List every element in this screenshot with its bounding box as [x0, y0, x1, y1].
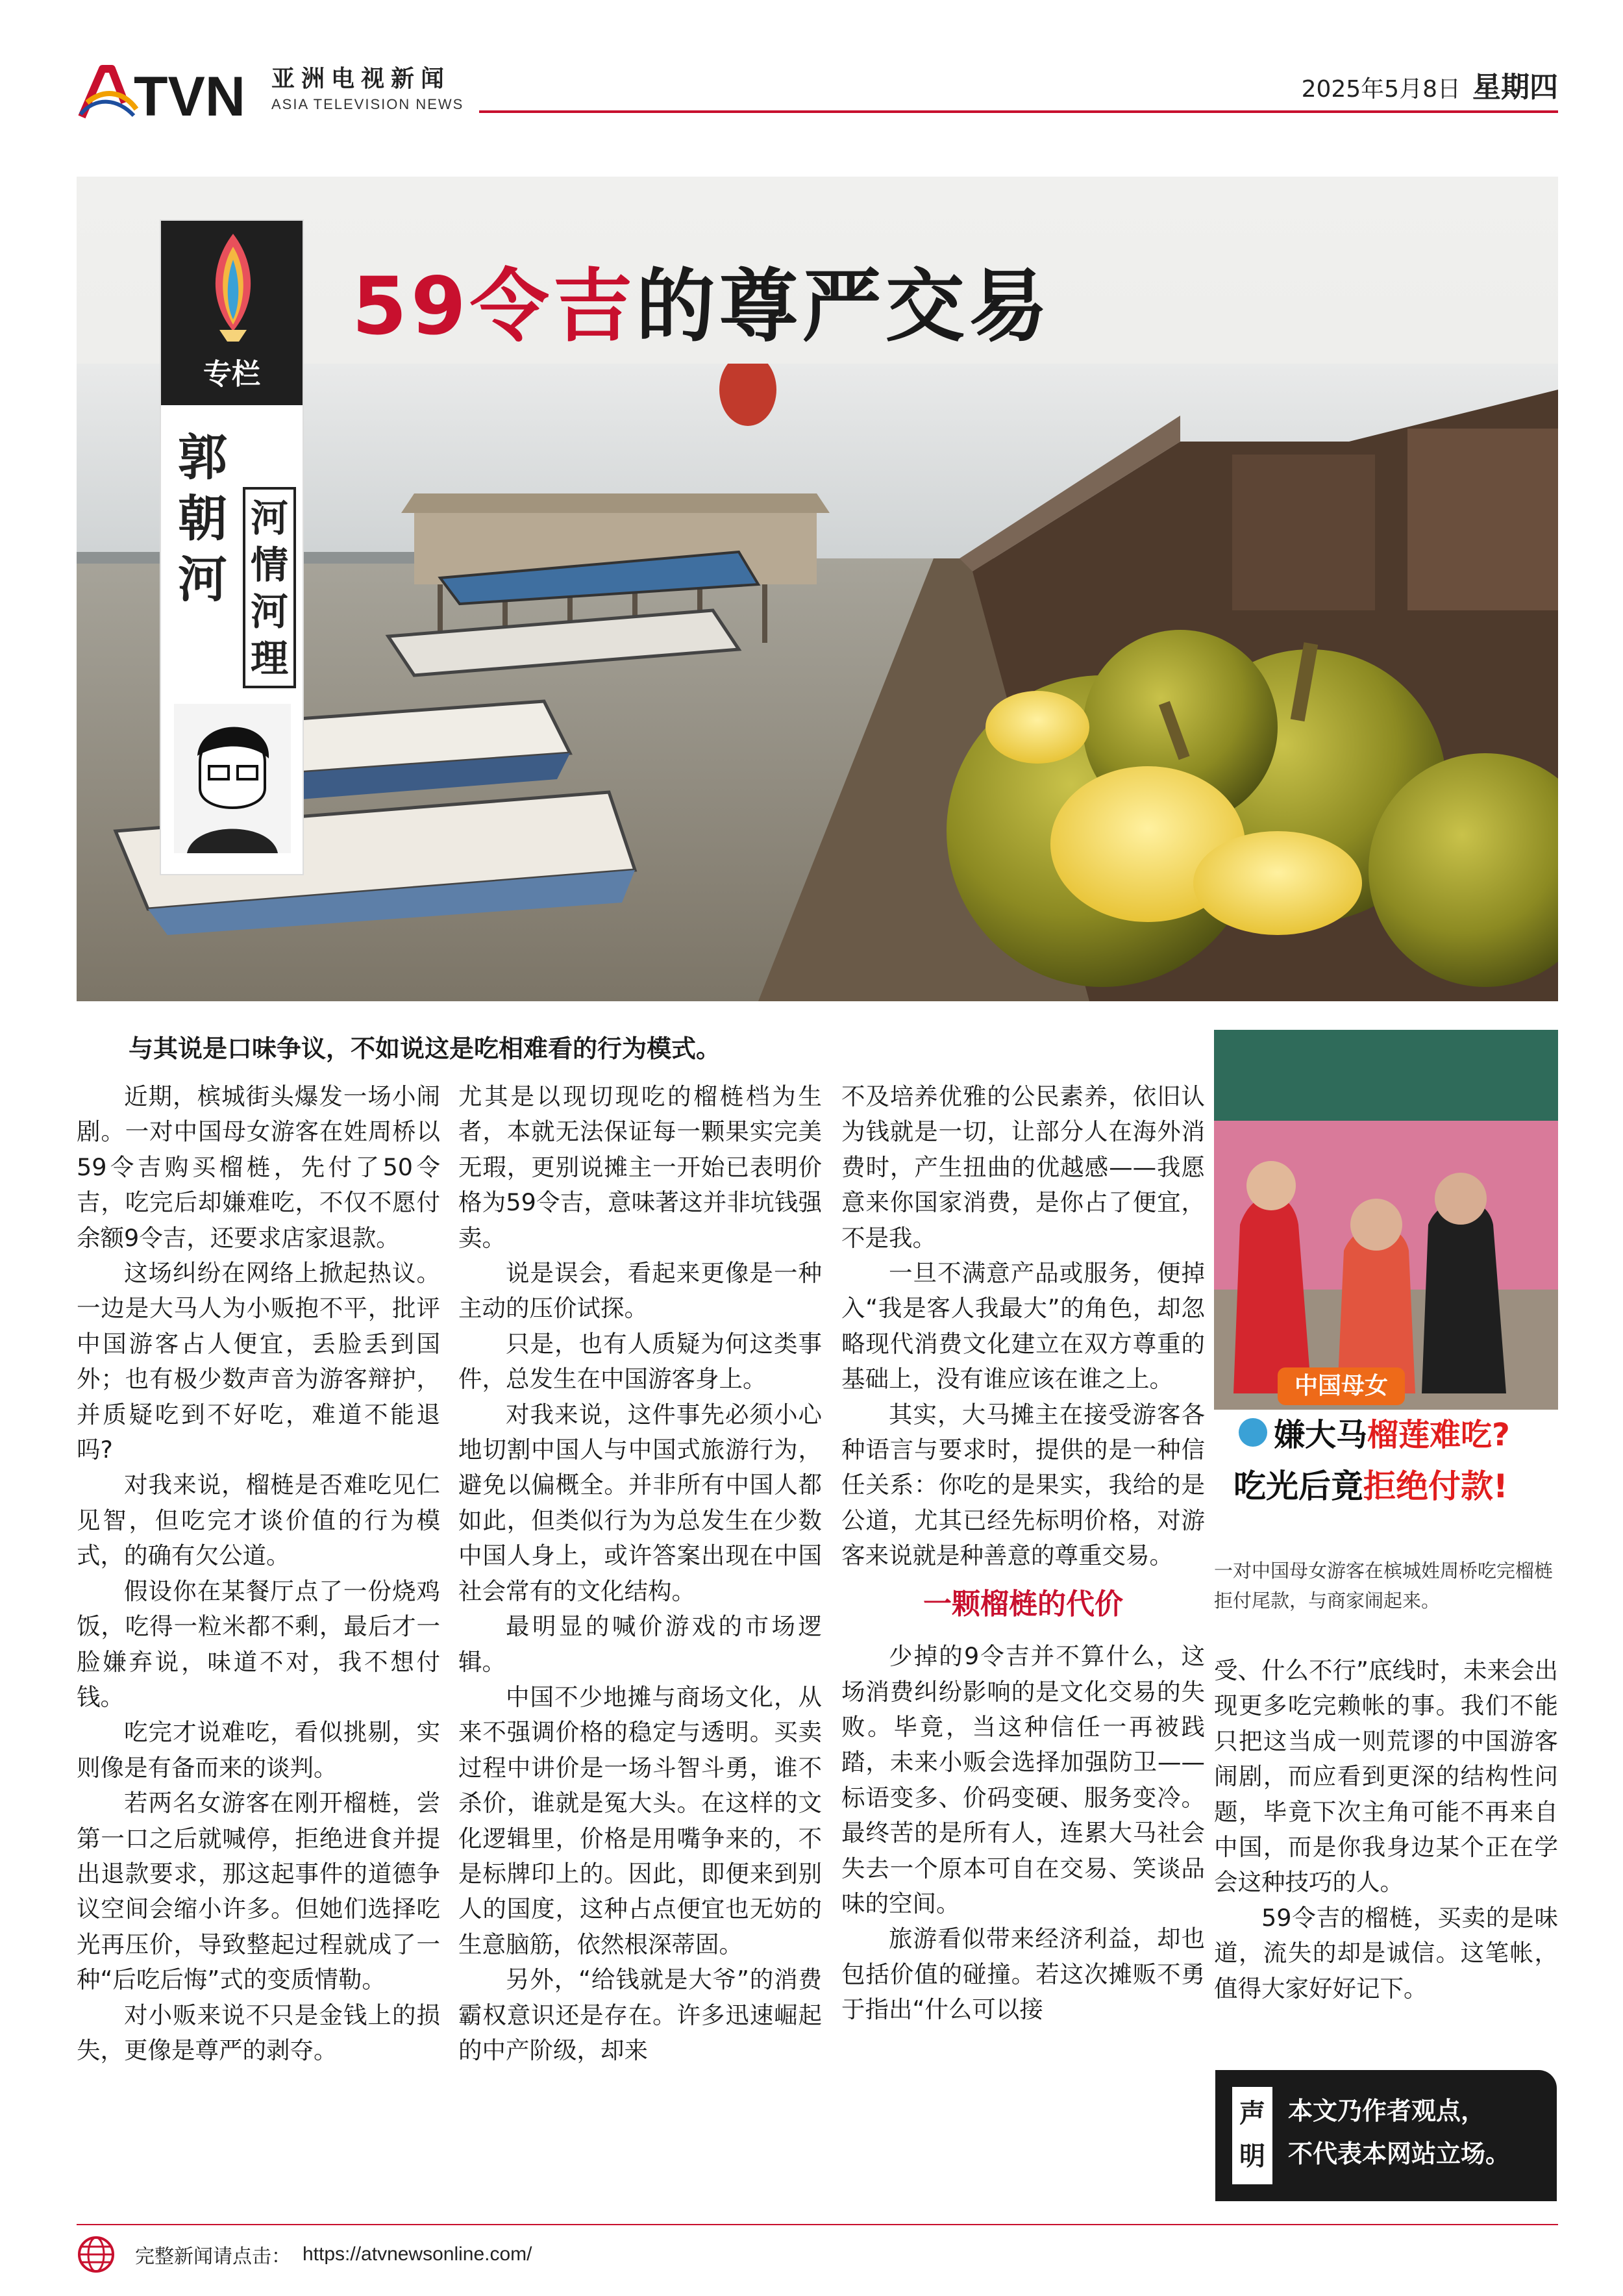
photo-caption: 一对中国母女游客在槟城姓周桥吃完榴梿拒付尾款，与商家闹起来。: [1214, 1560, 1554, 1612]
disclaimer-line: 本文乃作者观点，: [1288, 2097, 1486, 2125]
author-name: 郭朝河: [178, 429, 227, 608]
paragraph: 近期，槟城街头爆发一场小闹剧。一对中国母女游客在姓周桥以59令吉购买榴梿，先付了50令吉，吃完后却嫌难吃，不仅不愿付余额9令吉，还要求店家退款。: [77, 1082, 440, 1252]
disclaimer-tag-char: 明: [1239, 2141, 1265, 2171]
article-column-3: [841, 1079, 1205, 2028]
disclaimer-text: [1288, 2090, 1510, 2175]
date-text: 2025年5月8日: [1301, 76, 1461, 103]
article-column-2: [458, 1079, 822, 2068]
paragraph: 若两名女游客在刚开榴梿，尝第一口之后就喊停，拒绝进食并提出退款要求，那这起事件的道德争议空间会缩小许多。但她们选择吃光再压价，导致整起过程就成了一种“后吃后悔”式的变质情勒。: [77, 1789, 440, 1994]
article-column-4: [1214, 1653, 1558, 2006]
disclaimer-tag-char: 声: [1239, 2099, 1265, 2128]
author-portrait: [174, 704, 291, 853]
disclaimer-tag: [1232, 2087, 1272, 2184]
paragraph: 中国不少地摊与商场文化，从来不强调价格的稳定与透明。买卖过程中讲价是一场斗智斗勇，谁不杀价，谁就是冤大头。在这样的文化逻辑里，价格是用嘴争来的，不是标牌印上的。因此，即便来到别人的国度，这种占点便宜也无妨的生意脑筋，依然根深蒂固。: [458, 1682, 822, 1958]
issue-date: [1302, 64, 1558, 105]
paragraph: 另外，“给钱就是大爷”的消费霸权意识还是存在。许多迅速崛起的中产阶级，却来: [458, 1965, 822, 2064]
caption-line1: 嫌大马榴莲难吃?: [1274, 1417, 1510, 1453]
paragraph: 假设你在某餐厅点了一份烧鸡饭，吃得一粒米都不剩，最后才一脸嫌弃说，味道不对，我不想付钱。: [77, 1577, 440, 1711]
column-label: 专栏: [203, 358, 260, 391]
paragraph: 说是误会，看起来更像是一种主动的压价试探。: [458, 1259, 822, 1323]
footer-divider: [77, 2224, 1558, 2225]
logo-wordmark: TVN: [134, 66, 245, 121]
paragraph: 受、什么不行”底线时，未来会出现更多吃完赖帐的事。我们不能只把这当成一则荒谬的中国游客闹剧，而应看到更深的结构性问题，毕竟下次主角可能不再来自中国，而是你我身边某个正在学会这种技巧的人。: [1214, 1656, 1558, 1897]
paragraph: 对我来说，这件事先必须小心地切割中国人与中国式旅游行为，避免以偏概全。并非所有中国人都如此，但类似行为为总发生在少数中国人身上，或许答案出现在中国社会常有的文化结构。: [458, 1400, 822, 1605]
headline: [352, 243, 1052, 356]
globe-icon: [77, 2235, 116, 2274]
paragraph: 少掉的9令吉并不算什么，这场消费纠纷影响的是文化交易的失败。毕竟，当这种信任一再被践踏，未来小贩会选择加强防卫——标语变多、价码变硬、服务变冷。最终苦的是所有人，连累大马社会失去一个原本可自在交易、笑谈品味的空间。: [841, 1642, 1205, 1917]
side-photo-tourists: [1214, 1030, 1558, 1530]
brand-name-cn: 亚洲电视新闻: [271, 66, 451, 92]
brand-text: [271, 64, 464, 114]
caption-line2: 吃光后竟拒绝付款!: [1233, 1467, 1508, 1505]
paragraph: 尤其是以现切现吃的榴梿档为生者，本就无法保证每一颗果实完美无瑕，更别说摊主一开始已表明价格为59令吉，意味著这并非坑钱强卖。: [458, 1082, 822, 1252]
news-site-link[interactable]: https://atvnewsonline.com/: [303, 2243, 532, 2265]
weekday-text: 星期四: [1472, 71, 1558, 104]
headline-price: 59令吉: [352, 260, 636, 353]
paragraph: 59令吉的榴梿，买卖的是味道，流失的却是诚信。这笔帐，值得大家好好记下。: [1214, 1903, 1558, 2003]
paragraph: 其实，大马摊主在接受游客各种语言与要求时，提供的是一种信任关系：你吃的是果实，我给的是公道，尤其已经先标明价格，对游客来说就是种善意的尊重交易。: [841, 1400, 1205, 1570]
paragraph: 吃完才说难吃，看似挑剔，实则像是有备而来的谈判。: [77, 1718, 440, 1782]
paragraph: 对我来说，榴梿是否难吃见仁见智，但吃完才谈价值的行为模式，的确有欠公道。: [77, 1471, 440, 1570]
paragraph: 对小贩来说不只是金钱上的损失，更像是尊严的剥夺。: [77, 2001, 440, 2064]
paragraph: 只是，也有人质疑为何这类事件，总发生在中国游客身上。: [458, 1329, 822, 1393]
disclaimer-box: [1215, 2070, 1557, 2201]
footer-label: 完整新闻请点击：: [135, 2245, 291, 2268]
side-photo-image: [1214, 1030, 1558, 1530]
article-column-1: [77, 1079, 440, 2068]
paragraph: 一旦不满意产品或服务，便掉入“我是客人我最大”的角色，却忽略现代消费文化建立在双方尊重的基础上，没有谁应该在谁之上。: [841, 1259, 1205, 1393]
footer: [77, 2235, 532, 2274]
column-tag-header: [161, 221, 303, 405]
brand-name-en: ASIA TELEVISION NEWS: [271, 96, 464, 112]
paragraph: 旅游看似带来经济利益，却也包括价值的碰撞。若这次摊贩不勇于指出“什么可以接: [841, 1925, 1205, 2024]
search-icon: [1239, 1418, 1267, 1447]
column-name-box: [243, 487, 296, 688]
paragraph: 不及培养优雅的公民素养，依旧认为钱就是一切，让部分人在海外消费时，产生扭曲的优越感——我愿意来你国家消费，是你占了便宜，不是我。: [841, 1082, 1205, 1252]
caption-badge: 中国母女: [1294, 1373, 1389, 1399]
atvn-logo[interactable]: [77, 64, 252, 121]
paragraph: 这场纠纷在网络上掀起热议。一边是大马人为小贩抱不平，批评中国游客占人便宜，丢脸丢到国外；也有极少数声音为游客辩护，并质疑吃到不好吃，难道不能退吗?: [77, 1259, 440, 1464]
column-name: 河情河理: [250, 496, 288, 680]
article-lede: 与其说是口味争议，不如说这是吃相难看的行为模式。: [129, 1034, 721, 1063]
masthead: [77, 60, 1558, 125]
paragraph: 最明显的喊价游戏的市场逻辑。: [458, 1612, 822, 1676]
column-tag: [160, 219, 304, 875]
pen-nib-icon: [161, 221, 305, 351]
disclaimer-line: 不代表本网站立场。: [1288, 2140, 1511, 2168]
section-subhead: 一颗榴梿的代价: [923, 1587, 1123, 1621]
hero-banner: [77, 177, 1558, 1001]
masthead-divider: [479, 110, 1558, 113]
headline-rest: 的尊严交易: [636, 260, 1052, 353]
